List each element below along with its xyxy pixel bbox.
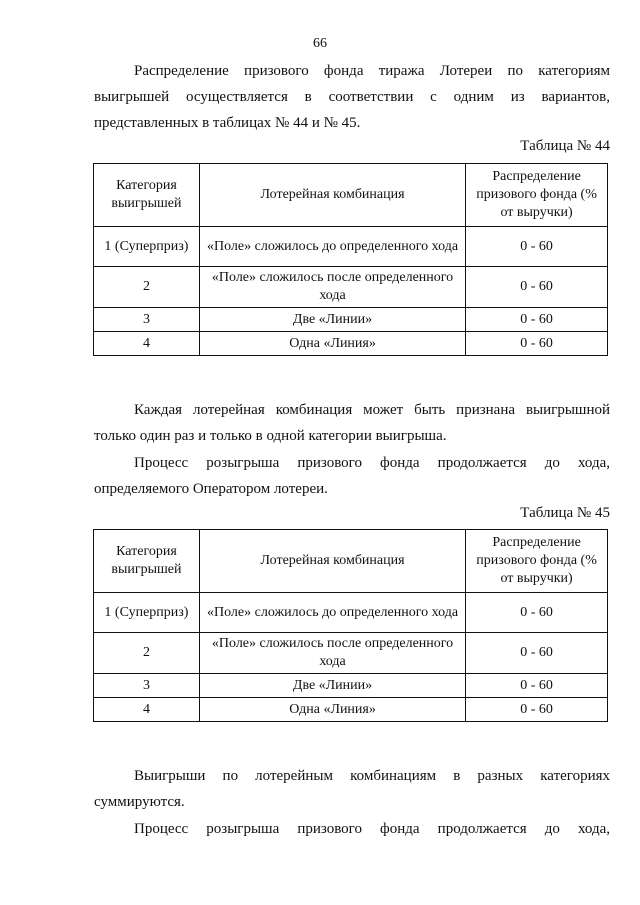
cell-distribution: 0 - 60 [466, 633, 608, 674]
prize-table-45 [93, 529, 608, 722]
header-distribution: Распределение призового фонда (% от выручки) [466, 530, 608, 593]
paragraph-draw-process-continued: Процесс розыгрыша призового фонда продолжается до хода, [134, 821, 610, 837]
cell-combination: «Поле» сложилось до определенного хода [199, 593, 465, 633]
cell-category: 3 [94, 674, 200, 698]
table-row [94, 593, 608, 633]
cell-category: 4 [94, 698, 200, 722]
header-distribution: Распределение призового фонда (% от выручки) [466, 164, 608, 227]
table-row [94, 227, 608, 267]
cell-category: 4 [94, 332, 200, 356]
prize-table-44 [93, 163, 608, 356]
cell-distribution: 0 - 60 [466, 593, 608, 633]
header-category: Категория выигрышей [94, 530, 200, 593]
cell-combination: «Поле» сложилось после определенного хода [199, 633, 465, 674]
page-number: 66 [313, 36, 327, 51]
table-header-row [94, 530, 608, 593]
paragraph-prize-distribution: Распределение призового фонда тиража Лотереи по категориям выигрышей осуществляется в соответствии с одним из вариантов, представленных в таблицах № 44 и № 45. [94, 63, 610, 131]
table-row [94, 332, 608, 356]
paragraph-draw-process: Процесс розыгрыша призового фонда продолжается до хода, определяемого Оператором лотереи. [94, 455, 610, 497]
cell-category: 1 (Суперприз) [94, 227, 200, 267]
cell-category: 2 [94, 633, 200, 674]
table-row [94, 698, 608, 722]
table-45-caption: Таблица № 45 [520, 505, 610, 521]
cell-category: 2 [94, 267, 200, 308]
cell-combination: Одна «Линия» [199, 698, 465, 722]
table-row [94, 267, 608, 308]
cell-distribution: 0 - 60 [466, 698, 608, 722]
cell-category: 1 (Суперприз) [94, 593, 200, 633]
cell-distribution: 0 - 60 [466, 674, 608, 698]
table-row [94, 633, 608, 674]
paragraph-winnings-sum: Выигрыши по лотерейным комбинациям в разных категориях суммируются. [94, 768, 610, 810]
header-combination: Лотерейная комбинация [199, 530, 465, 593]
table-row [94, 674, 608, 698]
cell-distribution: 0 - 60 [466, 308, 608, 332]
cell-combination: Две «Линии» [199, 674, 465, 698]
cell-distribution: 0 - 60 [466, 227, 608, 267]
header-category: Категория выигрышей [94, 164, 200, 227]
table-header-row [94, 164, 608, 227]
cell-combination: «Поле» сложилось до определенного хода [199, 227, 465, 267]
cell-combination: Одна «Линия» [199, 332, 465, 356]
cell-distribution: 0 - 60 [466, 267, 608, 308]
table-row [94, 308, 608, 332]
paragraph-single-win: Каждая лотерейная комбинация может быть признана выигрышной только один раз и только в одной категории выигрыша. [94, 402, 610, 444]
header-combination: Лотерейная комбинация [199, 164, 465, 227]
table-44-caption: Таблица № 44 [520, 138, 610, 154]
cell-category: 3 [94, 308, 200, 332]
cell-distribution: 0 - 60 [466, 332, 608, 356]
cell-combination: Две «Линии» [199, 308, 465, 332]
cell-combination: «Поле» сложилось после определенного хода [199, 267, 465, 308]
